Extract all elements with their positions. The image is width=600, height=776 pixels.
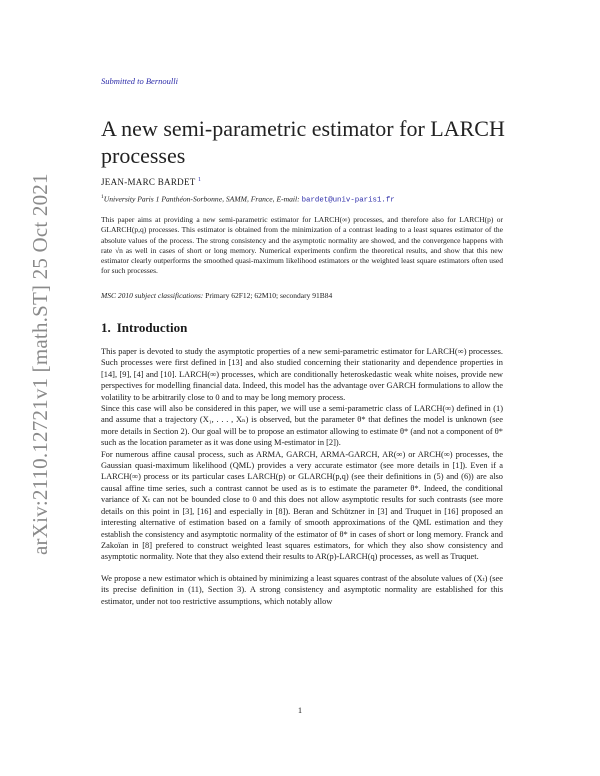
author-affil-mark: 1 xyxy=(197,177,202,183)
section-title: Introduction xyxy=(116,320,188,335)
abstract: This paper aims at providing a new semi-parametric estimator for LARCH(∞) processes, and therefore also for LARCH(p) or GLARCH(p,q) processes. This estimator is obtained from the minimization of a contrast leading to a least squares estimator of the absolute values of the process. The strong consistency and the asymptotic normality are showed, and the convergence happens with rate √n as well in cases of short or long memory. Numerical experiments confirm the theoretical results, and show that this new estimator clearly outperforms the smoothed quasi-maximum likelihood estimators or the weighted least square estimators often used for such processes. xyxy=(101,215,503,276)
intro-paragraph: For numerous affine causal process, such as ARMA, GARCH, ARMA-GARCH, AR(∞) or ARCH(∞) processes, the Gaussian quasi-maximum likelihood (QML) provides a very accurate estimator (see more details in [1]). Even if a LARCH(∞) process or its particular cases LARCH(p) or GLARCH(p,q) (see their definitions in (5) and (6)) are also causal affine time series, such a contrast cannot be used as is to estimate the parameter θ*. Indeed, the conditional variance of Xₜ can not be bounded close to 0 and this does not allow asymptotic results for such contrasts (see more details on this point in [3], [16] and especially in [8]). Beran and Schützner in [3] and Truquet in [16] proposed an interesting alternative of estimation based on a family of smooth approximations of the QML estimation and they establish the consistency and asymptotic normality of the estimator of θ* in cases of short or long memory. Franck and Zakoïan in [8] prefered to construct weighted least squares estimators, for which they also show consistency and asymptotic normality. Note that they also extend their results to AR(p)-LARCH(q) processes, as well as Truquet. xyxy=(101,449,503,562)
arxiv-identifier: arXiv:2110.12721v1 [math.ST] 25 Oct 2021 xyxy=(28,173,52,555)
intro-paragraph: We propose a new estimator which is obtained by minimizing a least squares contrast of the absolute values of (Xₜ) (see its precise definition in (11), Section 3). A strong consistency and asymptotic normality are established for this estimator, under not too restrictive assumptions, which notably allow xyxy=(101,573,503,606)
msc-label: MSC 2010 subject classifications: xyxy=(101,291,204,300)
affil-mark: 1 xyxy=(101,194,104,200)
author-name: JEAN-MARC BARDET xyxy=(101,177,196,187)
paper-title: A new semi-parametric estimator for LARCH processes xyxy=(101,116,505,168)
author-email-link[interactable]: bardet@univ-paris1.fr xyxy=(301,196,395,205)
affil-text: University Paris 1 Panthéon-Sorbonne, SAMM, France, E-mail: xyxy=(103,194,302,204)
affiliation xyxy=(101,194,395,205)
msc-codes: Primary 62F12; 62M10; secondary 91B84 xyxy=(203,291,333,300)
journal-note: Submitted to Bernoulli xyxy=(101,76,178,86)
msc-classification xyxy=(101,291,503,300)
page-number: 1 xyxy=(297,705,303,715)
intro-paragraph: This paper is devoted to study the asymptotic properties of a new semi-parametric estimator for LARCH(∞) processes. Such processes were first defined in [13] and also studied concerning their stationarity and dependence properties in [14], [9], [4] and [10]. LARCH(∞) processes, which are conditionally heteroskedastic weak white noises, provide new perspectives for modelling financial data. Indeed, this model has the advantage over GARCH formulations to allow the volatility to be arbitrarily close to 0 and to may be long memory process. xyxy=(101,347,503,402)
section-heading xyxy=(101,320,187,336)
intro-paragraph: Since this case will also be considered in this paper, we will use a semi-parametric class of LARCH(∞) defined in (1) and assume that a trajectory (X₁, . . . , Xₙ) is observed, but the parameter θ* that defines the model is unknown (see more details in Section 2). Our goal will be to propose an estimator allowing to estimate θ* (and not a component of θ* such as the location parameter as it was done using M-estimator in [2]). xyxy=(101,404,503,448)
section-number: 1. xyxy=(101,320,111,335)
author-line xyxy=(101,177,201,187)
intro-body xyxy=(101,346,503,607)
